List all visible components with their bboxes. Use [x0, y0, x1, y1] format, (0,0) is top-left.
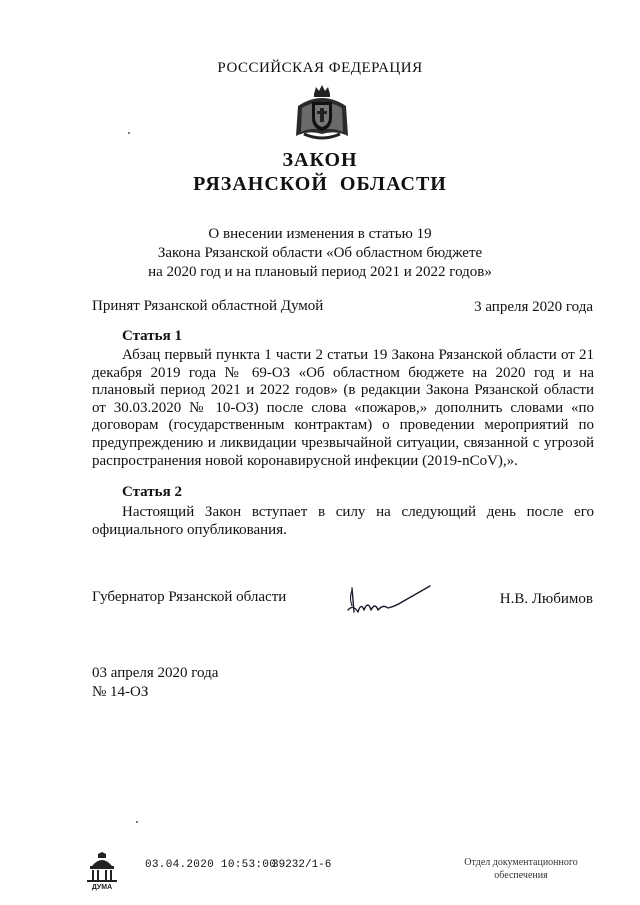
article-2-heading: Статья 2	[122, 484, 182, 500]
governor-name: Н.В. Любимов	[499, 591, 593, 607]
law-title: ЗАКОН	[282, 149, 358, 171]
law-number: № 14-ОЗ	[92, 684, 149, 700]
stamp-registration-code: 39232/1-6	[272, 859, 332, 871]
federation-heading: РОССИЙСКАЯ ФЕДЕРАЦИЯ	[217, 60, 423, 76]
article-1-text: Абзац первый пункта 1 части 2 статьи 19 Закона Рязанской области от 21 декабря 2019 года № 69-ОЗ «Об областном бюджете на 2020 год и на плановый период 2021 и 2022 годов» (в редакции Закона Рязанской области от 30.03.2020 № 10-ОЗ) после слова «пожаров,» дополнить словами «по договорам (государственным контрактам) о проведении мероприятий по предупреждению и ликвидации чрезвычайной ситуации, связанной с угрозой распространения новой коронавирусной инфекции (2019-nCoV),».	[92, 347, 594, 469]
stamp-timestamp: 03.04.2020 10:53:00	[145, 859, 277, 871]
subject-line-3: на 2020 год и на плановый период 2021 и 2022 годов»	[148, 264, 492, 280]
governor-title: Губернатор Рязанской области	[92, 589, 287, 605]
law-subject	[0, 225, 640, 282]
scan-speck	[136, 821, 138, 823]
handwritten-signature	[344, 582, 436, 620]
duma-logo-text: ДУМА	[91, 884, 113, 891]
stamp-department	[440, 856, 602, 882]
duma-building-logo	[84, 852, 120, 892]
adopted-by: Принят Рязанской областной Думой	[92, 298, 324, 314]
scan-speck	[128, 132, 130, 134]
coat-of-arms-emblem	[292, 84, 352, 142]
region-title: РЯЗАНСКОЙ ОБЛАСТИ	[193, 173, 447, 195]
subject-line-2: Закона Рязанской области «Об областном бюджете	[157, 245, 483, 261]
adoption-date: 3 апреля 2020 года	[474, 299, 593, 315]
signing-date: 03 апреля 2020 года	[92, 665, 219, 681]
article-1-heading: Статья 1	[122, 328, 182, 344]
article-2-text: Настоящий Закон вступает в силу на следующий день после его официального опубликования.	[92, 504, 594, 538]
stamp-department-line-1: Отдел документационного	[464, 857, 578, 868]
subject-line-1: О внесении изменения в статью 19	[208, 226, 432, 242]
stamp-department-line-2: обеспечения	[494, 870, 548, 881]
